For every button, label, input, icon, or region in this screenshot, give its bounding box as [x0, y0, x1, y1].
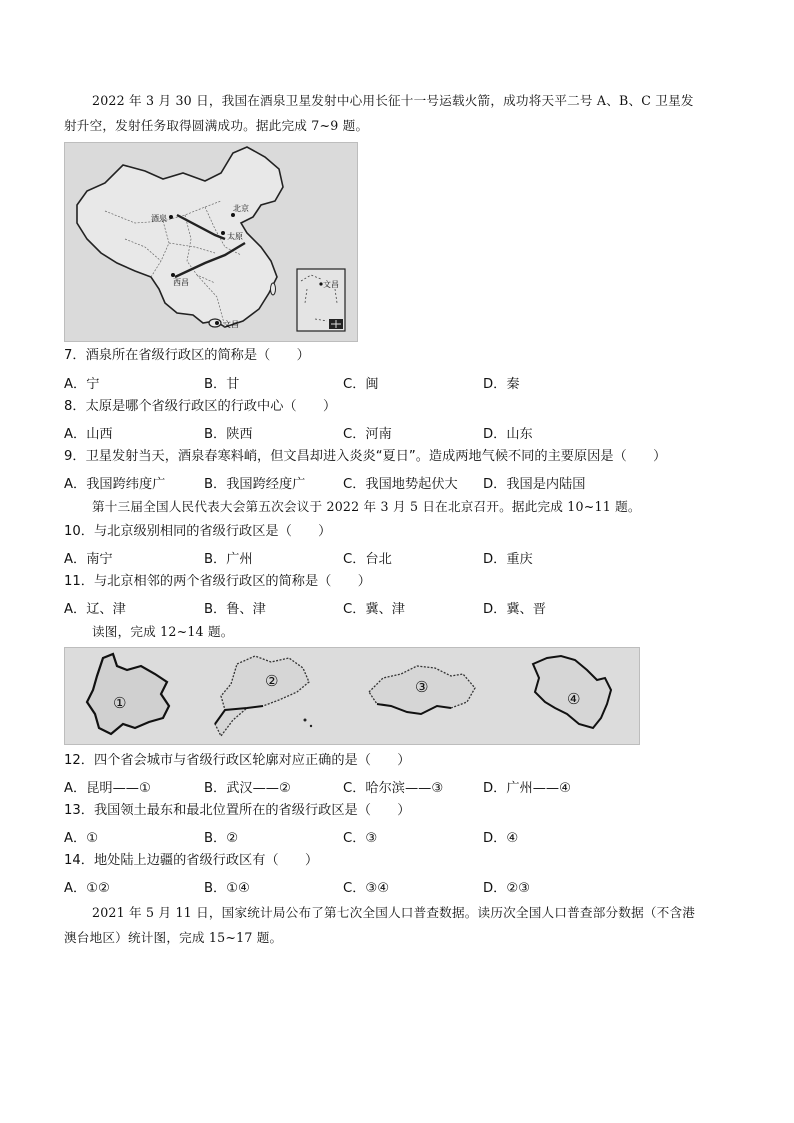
q14-option-b[interactable]: B．①④ — [204, 881, 250, 896]
label-outline-2: ② — [265, 672, 279, 690]
question-8: 8．太原是哪个省级行政区的行政中心（ ） — [64, 399, 337, 414]
q14-option-d[interactable]: D．②③ — [483, 881, 530, 896]
taiwan-island — [271, 283, 276, 295]
q10-option-a[interactable]: A．南宁 — [64, 552, 113, 567]
q7-option-b[interactable]: B．甘 — [204, 377, 240, 392]
q13-option-a[interactable]: A．① — [64, 831, 99, 846]
label-xichang: 西昌 — [173, 278, 189, 287]
intro-text-1-cont: 射升空，发射任务取得圆满成功。据此完成 7~9 题。 — [64, 118, 369, 133]
china-map-figure — [64, 142, 358, 342]
question-14: 14．地处陆上边疆的省级行政区有（ ） — [64, 853, 319, 868]
q13-option-b[interactable]: B．② — [204, 831, 239, 846]
question-9: 9．卫星发射当天，酒泉春寒料峭，但文昌却进入炎炎“夏日”。造成两地气候不同的主要原因是（ ） — [64, 449, 667, 464]
q9-option-c[interactable]: C．我国地势起伏大 — [343, 477, 458, 492]
q9-option-d[interactable]: D．我国是内陆国 — [483, 477, 586, 492]
q8-option-b[interactable]: B．陕西 — [204, 427, 253, 442]
q11-option-a[interactable]: A．辽、津 — [64, 602, 126, 617]
q8-option-c[interactable]: C．河南 — [343, 427, 392, 442]
q11-option-c[interactable]: C．冀、津 — [343, 602, 405, 617]
province-outlines — [65, 648, 639, 744]
label-outline-4: ④ — [567, 690, 581, 708]
q7-option-d[interactable]: D．秦 — [483, 377, 520, 392]
q10-option-c[interactable]: C．台北 — [343, 552, 392, 567]
intro-text-4-cont: 澳台地区）统计图，完成 15~17 题。 — [64, 930, 283, 945]
intro-text-1: 2022 年 3 月 30 日，我国在酒泉卫星发射中心用长征十一号运载火箭，成功将天平二号 A、B、C 卫星发 — [92, 93, 694, 108]
q11-option-d[interactable]: D．冀、晋 — [483, 602, 546, 617]
label-wenchang: 文昌 — [223, 320, 239, 329]
q14-option-a[interactable]: A．①② — [64, 881, 110, 896]
label-outline-1: ① — [113, 694, 127, 712]
province-outlines-figure — [64, 647, 640, 745]
question-7: 7．酒泉所在省级行政区的简称是（ ） — [64, 348, 310, 363]
intro-text-2: 第十三届全国人民代表大会第五次会议于 2022 年 3 月 5 日在北京召开。据此完成 10~11 题。 — [92, 499, 641, 514]
q7-option-c[interactable]: C．闽 — [343, 377, 379, 392]
question-11: 11．与北京相邻的两个省级行政区的简称是（ ） — [64, 574, 371, 589]
q11-option-b[interactable]: B．鲁、津 — [204, 602, 266, 617]
q8-option-a[interactable]: A．山西 — [64, 427, 113, 442]
q12-option-d[interactable]: D．广州——④ — [483, 781, 571, 796]
q12-option-b[interactable]: B．武汉——② — [204, 781, 291, 796]
label-wenchang-inset: 文昌 — [323, 280, 339, 289]
q9-option-a[interactable]: A．我国跨纬度广 — [64, 477, 166, 492]
china-map — [65, 143, 357, 341]
q14-option-c[interactable]: C．③④ — [343, 881, 390, 896]
q13-option-c[interactable]: C．③ — [343, 831, 378, 846]
intro-text-4: 2021 年 5 月 11 日，国家统计局公布了第七次全国人口普查数据。读历次全国人口普查部分数据（不含港 — [92, 905, 696, 920]
q13-option-d[interactable]: D．④ — [483, 831, 519, 846]
question-13: 13．我国领土最东和最北位置所在的省级行政区是（ ） — [64, 803, 411, 818]
q7-option-a[interactable]: A．宁 — [64, 377, 100, 392]
q12-option-a[interactable]: A．昆明——① — [64, 781, 151, 796]
q12-option-c[interactable]: C．哈尔滨——③ — [343, 781, 444, 796]
label-beijing: 北京 — [233, 204, 249, 213]
intro-text-3: 读图，完成 12~14 题。 — [92, 624, 234, 639]
question-10: 10．与北京级别相同的省级行政区是（ ） — [64, 524, 332, 539]
label-jiuquan: 酒泉 — [151, 214, 167, 223]
question-12: 12．四个省会城市与省级行政区轮廓对应正确的是（ ） — [64, 753, 411, 768]
label-outline-3: ③ — [415, 678, 429, 696]
q9-option-b[interactable]: B．我国跨经度广 — [204, 477, 306, 492]
q10-option-b[interactable]: B．广州 — [204, 552, 253, 567]
q8-option-d[interactable]: D．山东 — [483, 427, 533, 442]
q10-option-d[interactable]: D．重庆 — [483, 552, 533, 567]
label-taiyuan: 太原 — [227, 232, 243, 241]
